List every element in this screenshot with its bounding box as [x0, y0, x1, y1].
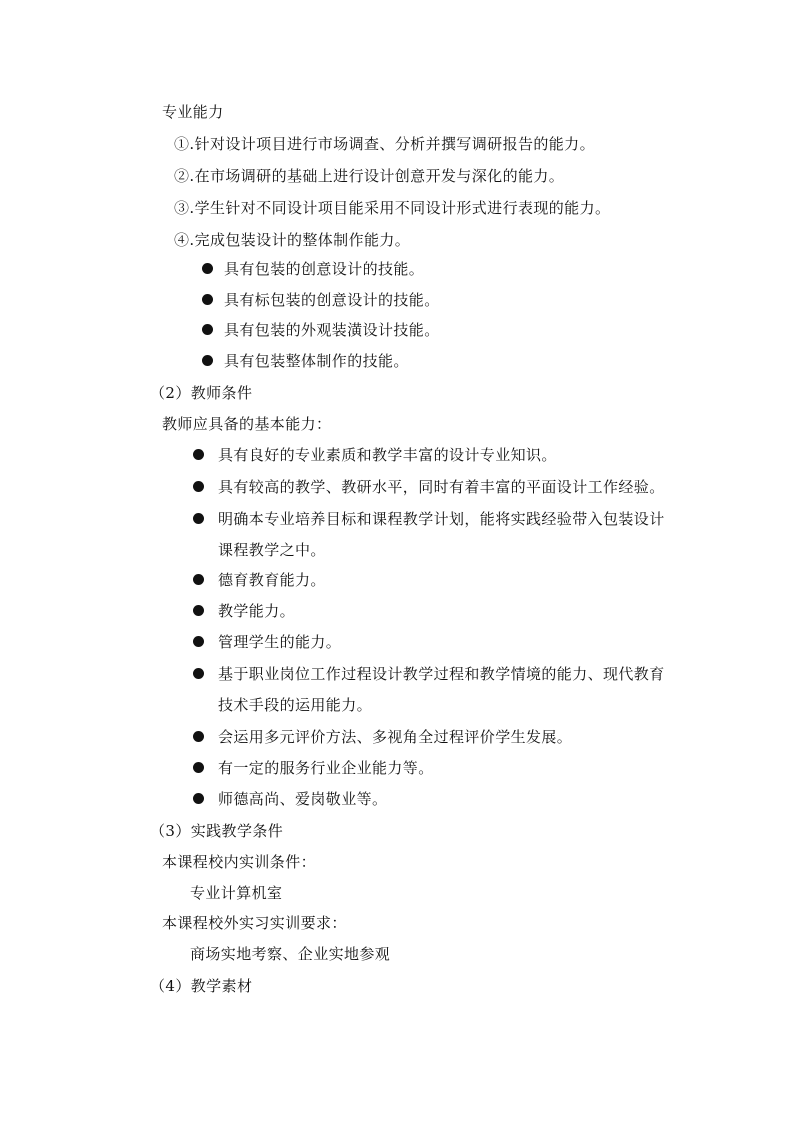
bullet-icon: [202, 294, 213, 305]
bullet-icon: [193, 513, 204, 524]
bullet-icon: [202, 324, 213, 335]
bullet-icon: [193, 449, 204, 460]
numbered-item-4: ④.完成包装设计的整体制作能力。: [174, 231, 411, 249]
sub-bullet-text: 具有标包装的创意设计的技能。: [224, 291, 440, 309]
sub-bullet-text: 具有包装整体制作的技能。: [224, 352, 409, 370]
sub-bullet-text: 具有包装的外观装潢设计技能。: [224, 321, 440, 339]
numbered-item-1: ①.针对设计项目进行市场调查、分析并撰写调研报告的能力。: [174, 135, 595, 153]
teacher-bullet-text: 有一定的服务行业企业能力等。: [218, 759, 434, 777]
external-value: 商场实地考察、企业实地参观: [190, 945, 391, 963]
internal-label: 本课程校内实训条件：: [162, 853, 317, 871]
bullet-icon: [193, 731, 204, 742]
teacher-bullet-3-continuation: 课程教学之中。: [218, 541, 326, 559]
bullet-icon: [193, 762, 204, 773]
teacher-bullet-text: 基于职业岗位工作过程设计教学过程和教学情境的能力、现代教育: [218, 665, 665, 683]
teacher-bullet-text: 明确本专业培养目标和课程教学计划，能将实践经验带入包装设计: [218, 510, 665, 528]
teacher-bullet-text: 教学能力。: [218, 602, 296, 620]
teacher-bullet-7-continuation: 技术手段的运用能力。: [218, 696, 373, 714]
bullet-icon: [193, 481, 204, 492]
bullet-icon: [193, 605, 204, 616]
teacher-heading: （2）教师条件: [150, 384, 253, 402]
bullet-icon: [202, 263, 213, 274]
materials-heading: （4）教学素材: [150, 977, 253, 995]
teacher-bullet-text: 会运用多元评价方法、多视角全过程评价学生发展。: [218, 728, 573, 746]
numbered-item-3: ③.学生针对不同设计项目能采用不同设计形式进行表现的能力。: [174, 199, 611, 217]
teacher-bullet-text: 具有良好的专业素质和教学丰富的设计专业知识。: [218, 446, 557, 464]
bullet-icon: [193, 668, 204, 679]
teacher-bullet-text: 师德高尚、爱岗敬业等。: [218, 790, 388, 808]
practice-heading: （3）实践教学条件: [150, 822, 284, 840]
bullet-icon: [193, 793, 204, 804]
bullet-icon: [193, 574, 204, 585]
bullet-icon: [202, 355, 213, 366]
sub-bullet-text: 具有包装的创意设计的技能。: [224, 260, 425, 278]
teacher-bullet-text: 管理学生的能力。: [218, 633, 342, 651]
section-title: 专业能力: [162, 103, 224, 121]
teacher-intro: 教师应具备的基本能力：: [162, 415, 332, 433]
bullet-icon: [193, 636, 204, 647]
teacher-bullet-text: 具有较高的教学、教研水平，同时有着丰富的平面设计工作经验。: [218, 478, 665, 496]
numbered-item-2: ②.在市场调研的基础上进行设计创意开发与深化的能力。: [174, 167, 565, 185]
internal-value: 专业计算机室: [190, 884, 283, 902]
external-label: 本课程校外实习实训要求：: [162, 914, 347, 932]
teacher-bullet-text: 德育教育能力。: [218, 571, 326, 589]
